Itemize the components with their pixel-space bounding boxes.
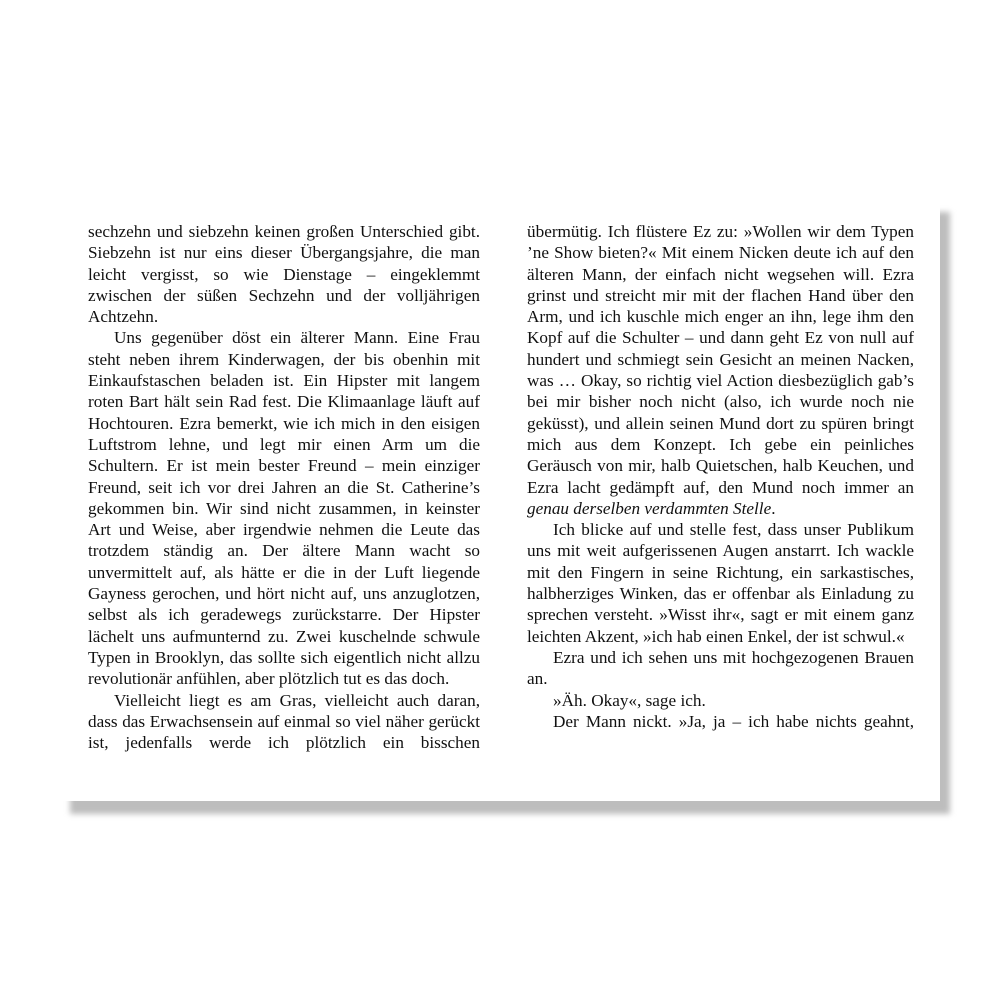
paragraph: sechzehn und siebzehn keinen großen Unterschied gibt. Siebzehn ist nur eins dieser Übergangsjahre, die man leicht vergisst, so wie Dienstage – eingeklemmt zwischen der süßen Sechzehn und der volljährigen Achtzehn. bbox=[88, 222, 480, 327]
paragraph-text: . bbox=[771, 498, 776, 518]
paragraph: Ezra und ich sehen uns mit hochgezogenen Brauen an. bbox=[527, 647, 914, 689]
left-text-column bbox=[88, 221, 480, 753]
paragraph-text: übermütig. Ich flüstere Ez zu: »Wollen wir dem Typen ’ne Show bieten?« Mit einem Nicken deute ich auf den älteren Mann, der einfach nicht wegsehen will. Ezra grinst und streicht mir mit der flachen Hand über den Arm, und ich kuschle mich enger an ihn, lege ihm den Kopf auf die Schulter – und dann geht Ez von null auf hundert und schmiegt sein Gesicht an meinen Nacken, was … Okay, so richtig viel Action diesbezüglich gab’s bei mir bisher noch nicht (also, ich wurde noch nie geküsst), und allein seinen Mund dort zu spüren bringt mich aus dem Konzept. Ich gebe ein peinliches Geräusch von mir, halb Quietschen, halb Keuchen, und Ezra lacht gedämpft auf, den Mund noch immer an bbox=[527, 222, 914, 497]
emphasized-text: genau derselben verdammten Stelle bbox=[527, 498, 772, 518]
book-spread bbox=[62, 205, 940, 801]
paragraph: Vielleicht liegt es am Gras, vielleicht auch daran, dass das Erwachsensein auf einmal so viel näher gerückt ist, jedenfalls werde ich plötzlich ein bisschen bbox=[88, 690, 480, 753]
right-text-column bbox=[527, 221, 914, 732]
paragraph: »Äh. Okay«, sage ich. bbox=[553, 690, 706, 710]
paragraph: Ich blicke auf und stelle fest, dass unser Publikum uns mit weit aufgerissenen Augen anstarrt. Ich wackle mit den Fingern in seine Richtung, ein sarkastisches, halbherziges Winken, das er offenbar als Einladung zu sprechen versteht. »Wisst ihr«, sagt er mit einem ganz leichten Akzent, »ich hab einen Enkel, der ist schwul.« bbox=[527, 520, 914, 646]
paragraph bbox=[527, 221, 914, 519]
paragraph: Uns gegenüber döst ein älterer Mann. Eine Frau steht neben ihrem Kinderwagen, der bis obenhin mit Einkaufstaschen beladen ist. Ein Hipster mit langem roten Bart hält sein Rad fest. Die Klimaanlage läuft auf Hochtouren. Ezra bemerkt, wie ich mich in den eisigen Luftstrom lehne, und legt mir einen Arm um die Schultern. Er ist mein bester Freund – mein einziger Freund, seit ich vor drei Jahren an die St. Catherine’s gekommen bin. Wir sind nicht zusammen, in keinster Art und Weise, aber irgendwie nehmen die Leute das trotzdem ständig an. Der ältere Mann wacht so unvermittelt auf, als hätte er die in der Luft liegende Gayness gerochen, und hört nicht auf, uns anzuglotzen, selbst als ich geradewegs zurückstarre. Der Hipster lächelt uns aufmunternd zu. Zwei kuschelnde schwule Typen in Brooklyn, das sollte sich eigentlich nicht allzu revolutionär anfühlen, aber plötzlich tut es das doch. bbox=[88, 328, 480, 689]
paragraph: Der Mann nickt. »Ja, ja – ich habe nichts geahnt, bbox=[553, 711, 914, 731]
